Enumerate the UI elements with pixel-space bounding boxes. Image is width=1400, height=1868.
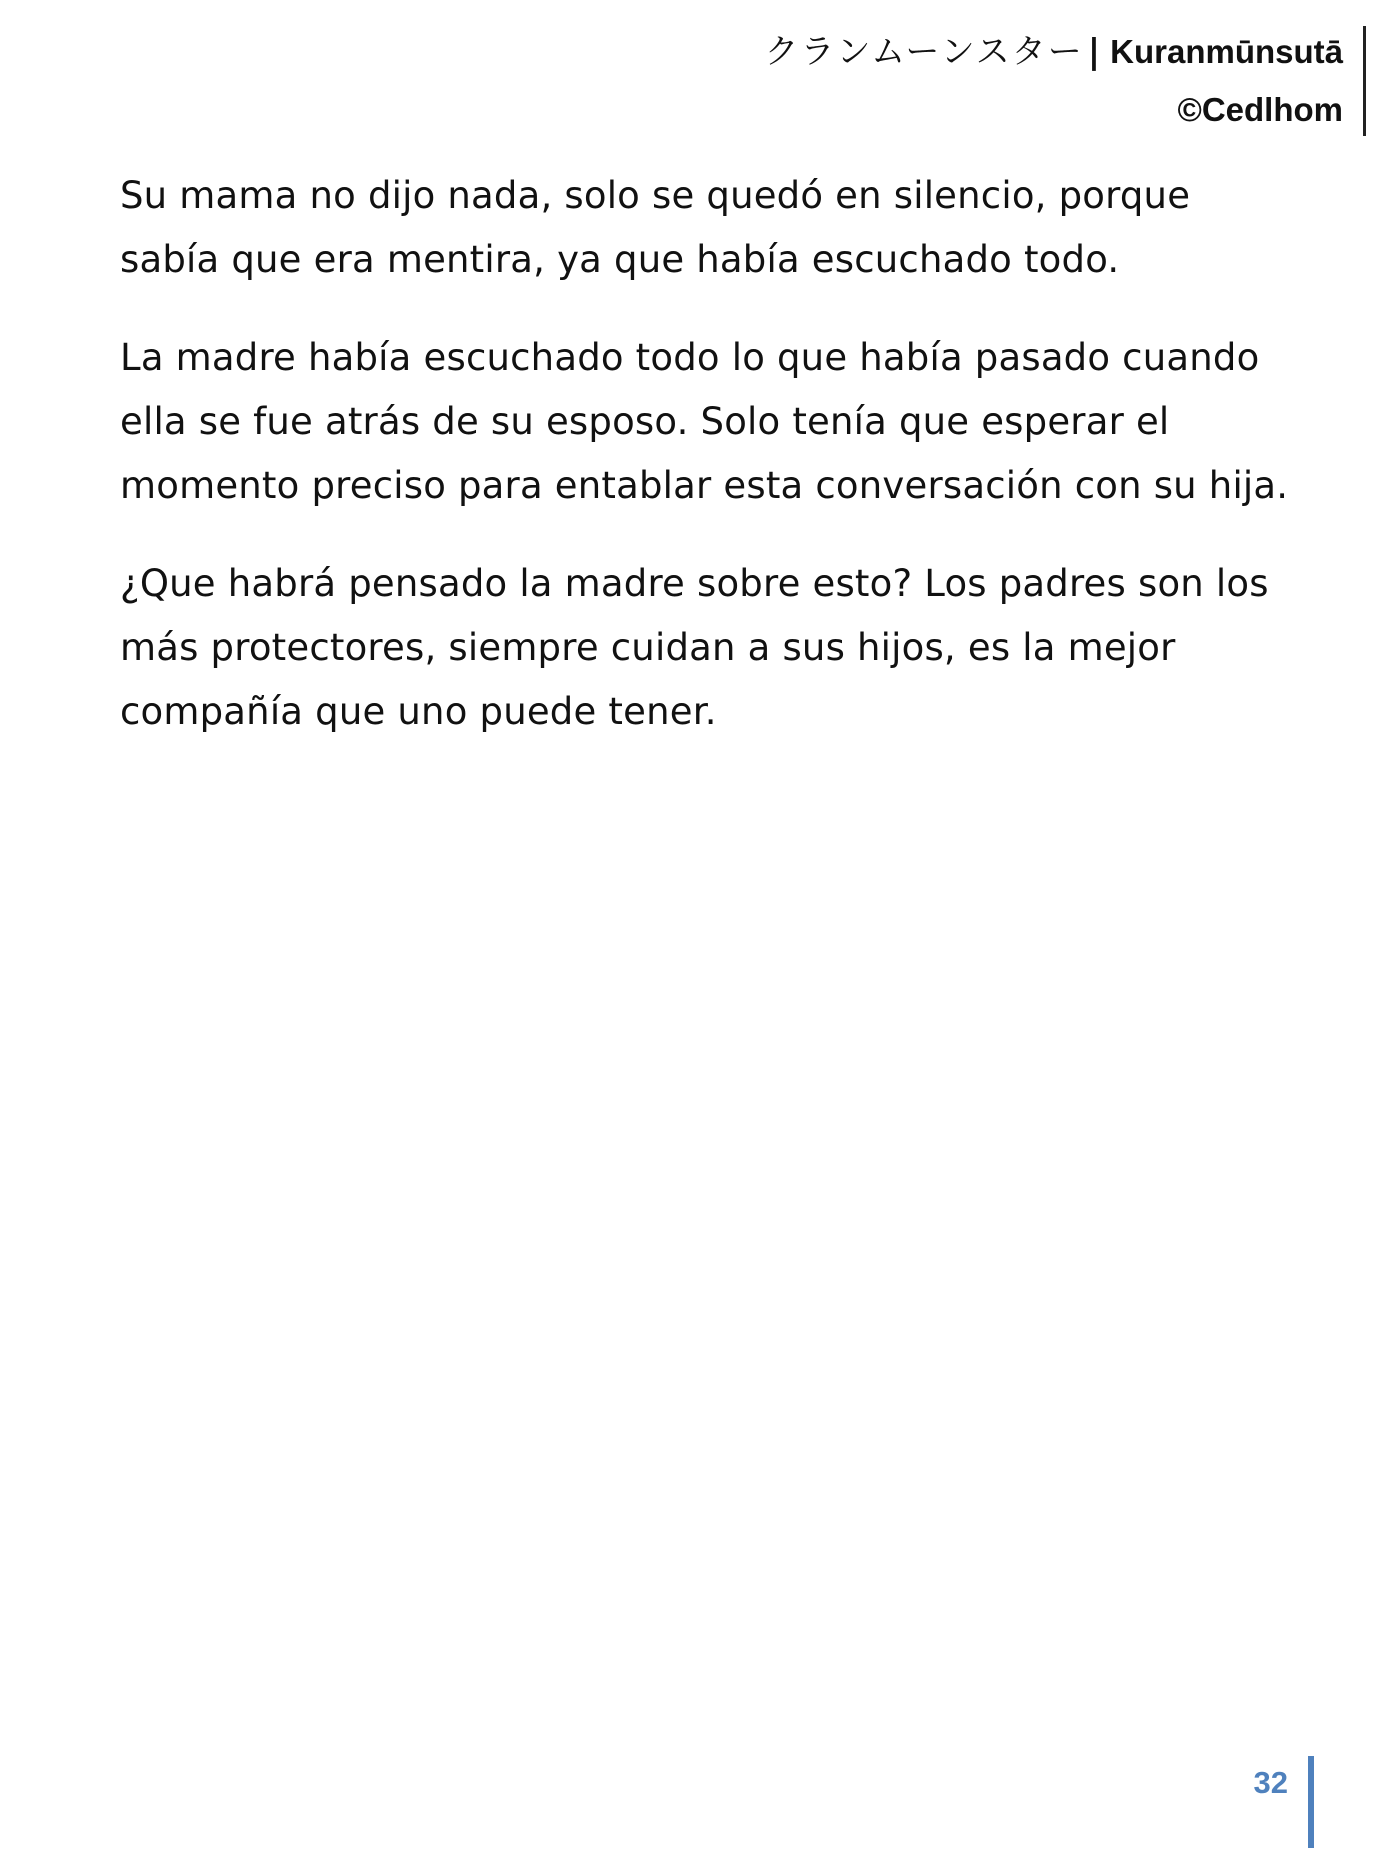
paragraph: La madre había escuchado todo lo que había pasado cuando ella se fue atrás de su esposo. Solo tenía que esperar el momento preciso para entablar esta conversación con su hija. [120, 336, 1289, 507]
running-header [764, 26, 1366, 136]
body-text [120, 164, 1300, 778]
page-number-footer [1254, 1756, 1314, 1848]
header-title-line [764, 26, 1343, 84]
page-number: 32 [1253, 1765, 1288, 1800]
paragraph: Su mama no dijo nada, solo se quedó en silencio, porque sabía que era mentira, ya que había escuchado todo. [120, 174, 1191, 281]
header-japanese-title: クランムーンスター [764, 32, 1084, 72]
paragraph: ¿Que habrá pensado la madre sobre esto? Los padres son los más protectores, siempre cuidan a sus hijos, es la mejor compañía que uno puede tener. [120, 562, 1269, 733]
header-separator: | [1087, 32, 1101, 72]
header-romanized-title: Kuranmūnsutā [1110, 33, 1343, 70]
header-copyright: ©Cedlhom [1177, 91, 1343, 128]
